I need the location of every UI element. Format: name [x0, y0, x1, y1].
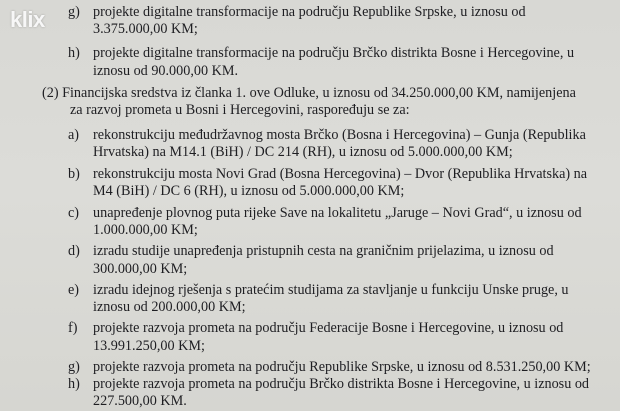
list-item-a-line1: a) rekonstrukciju međudržavnog mosta Brčko (Bosna i Hercegovina) – Gunja (Republika: [68, 127, 586, 143]
list-item-label: f): [68, 320, 78, 336]
list-item-c-line2: 1.000.000,00 KM;: [93, 222, 198, 238]
paragraph-2-line2: za razvoj prometa u Bosni i Hercegovini, raspoređuju se za:: [70, 102, 410, 118]
list-item-label: g): [68, 4, 80, 20]
list-item-label: c): [68, 205, 80, 221]
list-item-f-line1: f) projekte razvoja prometa na području Federacije Bosne i Hercegovine, u iznosu od: [68, 320, 564, 336]
list-item-label: g): [68, 359, 80, 375]
list-item-d-line2: 300.000,00 KM;: [93, 261, 188, 277]
list-item-f-line2: 13.991.250,00 KM;: [93, 338, 205, 354]
list-item-top-g-line1: g) projekte digitalne transformacije na području Republike Srpske, u iznosu od: [68, 4, 526, 20]
list-item-e-line1: e) izradu idejnog rješenja s pratećim studijama za stavljanje u funkciju Unske pruge, u: [68, 282, 569, 298]
list-item-h-line2: 227.500,00 KM.: [93, 393, 187, 409]
list-item-a-line2: Hrvatska) na M14.1 (BiH) / DC 214 (RH), u iznosu od 5.000.000,00 KM;: [93, 144, 513, 160]
list-item-label: h): [68, 45, 80, 61]
list-item-h-line1: h) projekte razvoja prometa na području Brčko distrikta Bosne i Hercegovine, u iznosu od: [68, 376, 590, 392]
list-item-e-line2: iznosu od 200.000,00 KM;: [93, 299, 246, 315]
list-item-b-line2: M4 (BiH) / DC 6 (RH), u iznosu od 5.000.000,00 KM;: [93, 183, 405, 199]
list-item-label: a): [68, 127, 80, 143]
list-item-label: d): [68, 243, 80, 259]
list-item-label: b): [68, 166, 80, 182]
list-item-d-line1: d) izradu studije unapređenja pristupnih cesta na graničnim prijelazima, u iznosu od: [68, 243, 554, 259]
list-item-label: e): [68, 282, 80, 298]
list-item-top-h-line2: iznosu od 90.000,00 KM.: [93, 63, 239, 79]
list-item-g-line1: g) projekte razvoja prometa na području Republike Srpske, u iznosu od 8.531.250,00 KM;: [68, 359, 591, 375]
list-item-top-h-line1: h) projekte digitalne transformacije na području Brčko distrikta Bosne i Hercegovine, u: [68, 45, 575, 61]
klix-logo: klix: [10, 7, 45, 32]
paragraph-2-line1: (2) Financijska sredstva iz članka 1. ove Odluke, u iznosu od 34.250.000,00 KM, namijenjena: [42, 85, 576, 101]
list-item-label: h): [68, 376, 80, 392]
list-item-b-line1: b) rekonstrukciju mosta Novi Grad (Bosna Hercegovina) – Dvor (Republika Hrvatska) na: [68, 166, 588, 182]
list-item-top-g-line2: 3.375.000,00 KM;: [93, 21, 198, 37]
list-item-c-line1: c) unapređenje plovnog puta rijeke Save na lokalitetu „Jaruge – Novi Grad“, u iznosu od: [68, 205, 582, 221]
